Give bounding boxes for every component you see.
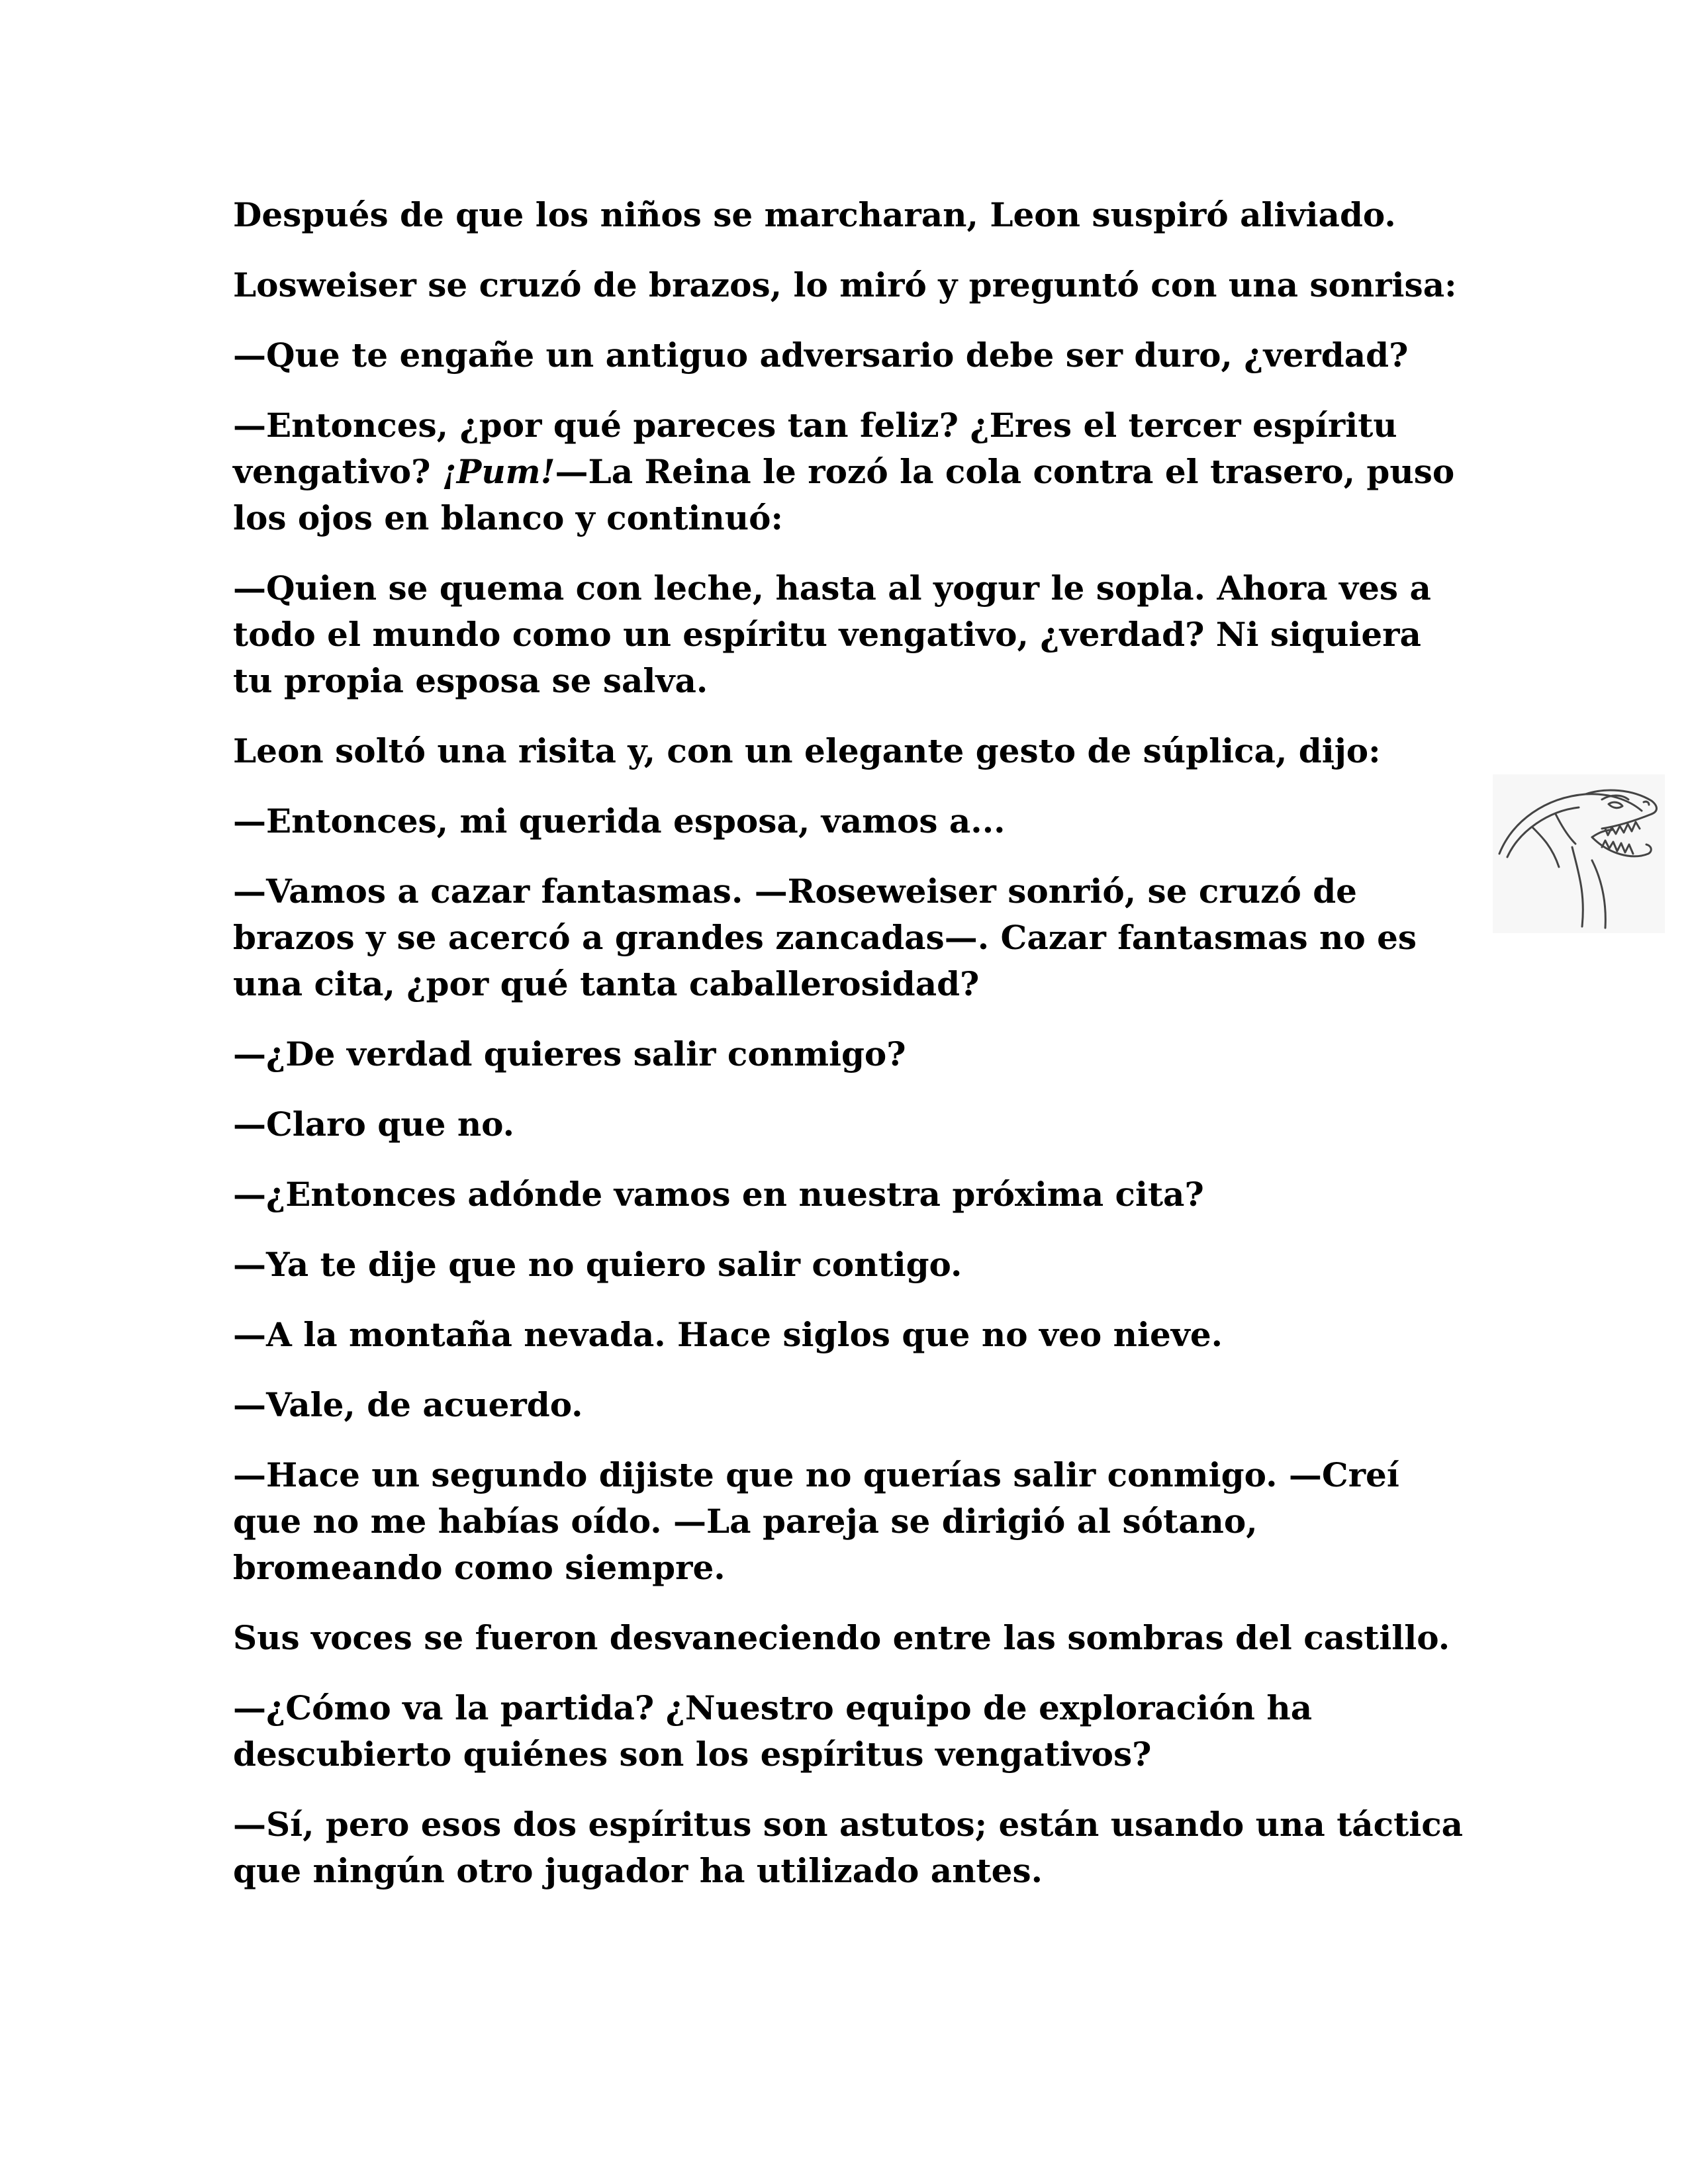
- paragraph-text: —La Reina le rozó la cola contra el trasero, puso los ojos en blanco y continuó:: [233, 452, 1455, 537]
- paragraph: —Quien se quema con leche, hasta al yogur le sopla. Ahora ves a todo el mundo como un espíritu vengativo, ¿verdad? Ni siquiera tu propia esposa se salva.: [233, 569, 1431, 700]
- paragraph: Leon soltó una risita y, con un elegante gesto de súplica, dijo:: [233, 731, 1381, 770]
- paragraph: —Vale, de acuerdo.: [233, 1385, 583, 1424]
- paragraph: Sus voces se fueron desvaneciendo entre las sombras del castillo.: [233, 1618, 1450, 1657]
- paragraph: —Entonces, mi querida esposa, vamos a...: [233, 801, 1006, 841]
- paragraph: —Que te engañe un antiguo adversario debe ser duro, ¿verdad?: [233, 336, 1409, 375]
- paragraph: —Sí, pero esos dos espíritus son astutos; están usando una táctica que ningún otro jugador ha utilizado antes.: [233, 1805, 1464, 1890]
- paragraph: —Hace un segundo dijiste que no querías salir conmigo. —Creí que no me habías oído. —La pareja se dirigió al sótano, bromeando como siempre.: [233, 1455, 1399, 1587]
- dinosaur-sketch-icon: [1493, 774, 1665, 933]
- paragraph: Losweiser se cruzó de brazos, lo miró y preguntó con una sonrisa:: [233, 265, 1457, 304]
- paragraph: —¿Entonces adónde vamos en nuestra próxima cita?: [233, 1175, 1204, 1214]
- paragraph: —A la montaña nevada. Hace siglos que no veo nieve.: [233, 1315, 1223, 1354]
- paragraph: —Claro que no.: [233, 1105, 515, 1144]
- sound-effect: ¡Pum!: [442, 452, 555, 491]
- paragraph: Después de que los niños se marcharan, Leon suspiró aliviado.: [233, 195, 1396, 234]
- paragraph: —¿Cómo va la partida? ¿Nuestro equipo de exploración ha descubierto quiénes son los espíritus vengativos?: [233, 1688, 1313, 1774]
- paragraph: —Vamos a cazar fantasmas. —Roseweiser sonrió, se cruzó de brazos y se acercó a grandes zancadas—. Cazar fantasmas no es una cita, ¿por qué tanta caballerosidad?: [233, 872, 1417, 1003]
- paragraph-text: —Entonces, ¿por qué pareces tan feliz? ¿Eres el tercer espíritu vengativo?: [233, 406, 1397, 491]
- paragraph: —¿De verdad quieres salir conmigo?: [233, 1034, 906, 1073]
- paragraph: —Ya te dije que no quiero salir contigo.: [233, 1245, 962, 1284]
- body-text: [233, 192, 1464, 1918]
- paragraph: [233, 402, 1464, 541]
